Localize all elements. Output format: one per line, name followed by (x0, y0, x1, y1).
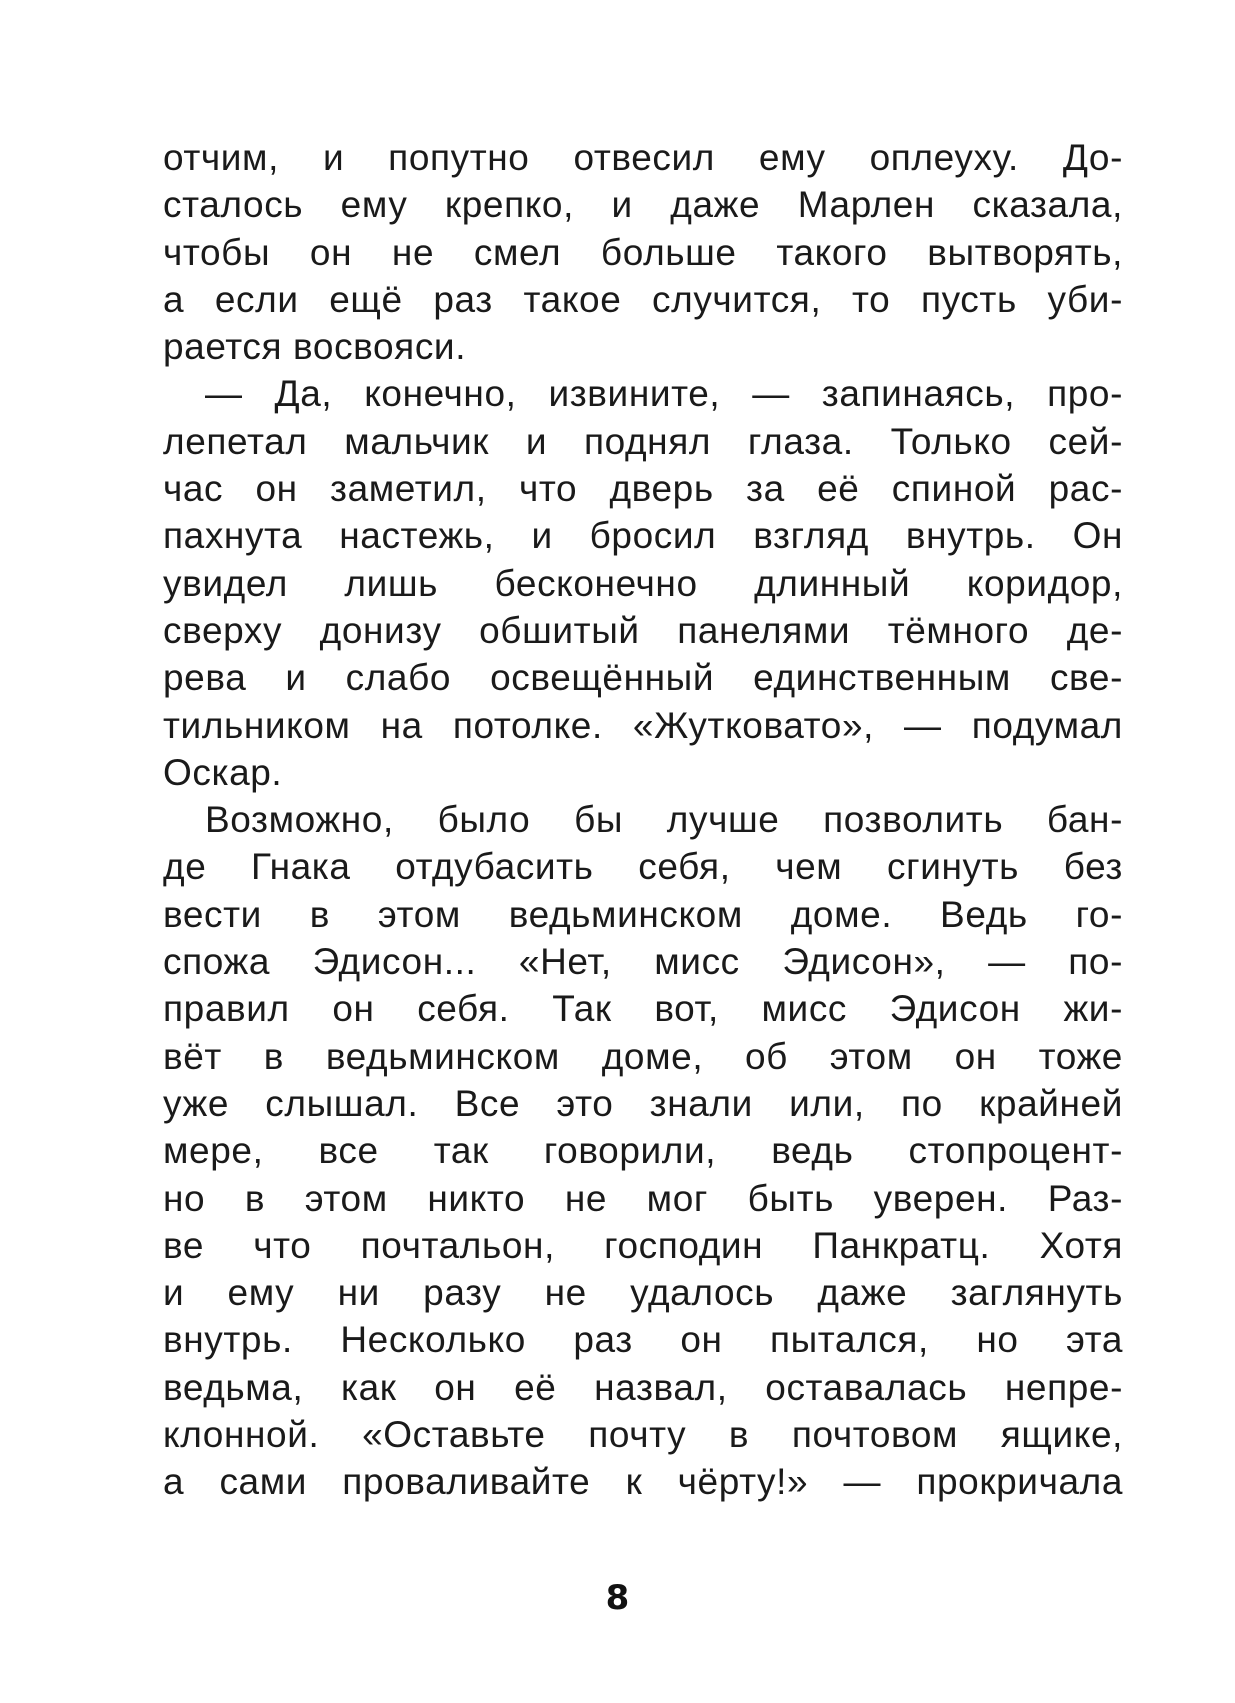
text-line: правил он себя. Так вот, мисс Эдисон жи- (163, 988, 1123, 1030)
text-line: увидел лишь бесконечно длинный коридор, (163, 562, 1123, 604)
paragraph-2 (163, 370, 1123, 796)
text-line: вести в этом ведьминском доме. Ведь го- (163, 893, 1123, 935)
page-number: 8 (605, 1578, 630, 1618)
text-line: тильником на потолке. «Жутковато», — подумал (163, 704, 1123, 746)
text-line: рается восвояси. (163, 326, 467, 368)
text-line: отчим, и попутно отвесил ему оплеуху. До- (163, 137, 1123, 178)
text-line: внутрь. Несколько раз он пытался, но эта (163, 1319, 1123, 1361)
text-line: а сами проваливайте к чёрту!» — прокричала (163, 1461, 1123, 1503)
text-line: мере, все так говорили, ведь стопроцент- (163, 1130, 1123, 1172)
text-line: лепетал мальчик и поднял глаза. Только сей- (163, 420, 1123, 462)
text-line: вёт в ведьминском доме, об этом он тоже (163, 1035, 1123, 1077)
text-line: ве что почтальон, господин Панкратц. Хотя (163, 1224, 1123, 1266)
text-line: пахнута настежь, и бросил взгляд внутрь. Он (163, 515, 1123, 557)
text-line: чтобы он не смел больше такого вытворять, (163, 231, 1123, 273)
text-line: а если ещё раз такое случится, то пусть уби- (163, 278, 1123, 320)
text-line: уже слышал. Все это знали или, по крайней (163, 1082, 1123, 1124)
text-line: клонной. «Оставьте почту в почтовом ящике, (163, 1414, 1123, 1456)
text-line: Возможно, было бы лучше позволить бан- (205, 799, 1123, 841)
text-line: Оскар. (163, 751, 283, 793)
text-line: ведьма, как он её назвал, оставалась непре- (163, 1366, 1123, 1408)
paragraph-1 (163, 134, 1123, 370)
text-line: сверху донизу обшитый панелями тёмного де- (163, 609, 1123, 651)
text-line: сталось ему крепко, и даже Марлен сказала, (163, 184, 1123, 226)
text-line: спожа Эдисон... «Нет, мисс Эдисон», — по- (163, 941, 1123, 983)
text-line: рева и слабо освещённый единственным све- (163, 657, 1123, 699)
text-line: но в этом никто не мог быть уверен. Раз- (163, 1177, 1123, 1219)
body-text (163, 134, 1123, 1506)
text-line: и ему ни разу не удалось даже заглянуть (163, 1272, 1123, 1314)
text-line: — Да, конечно, извините, — запинаясь, про- (205, 373, 1123, 415)
paragraph-3 (163, 796, 1123, 1505)
text-line: де Гнака отдубасить себя, чем сгинуть без (163, 846, 1123, 888)
text-line: час он заметил, что дверь за её спиной рас- (163, 468, 1123, 510)
